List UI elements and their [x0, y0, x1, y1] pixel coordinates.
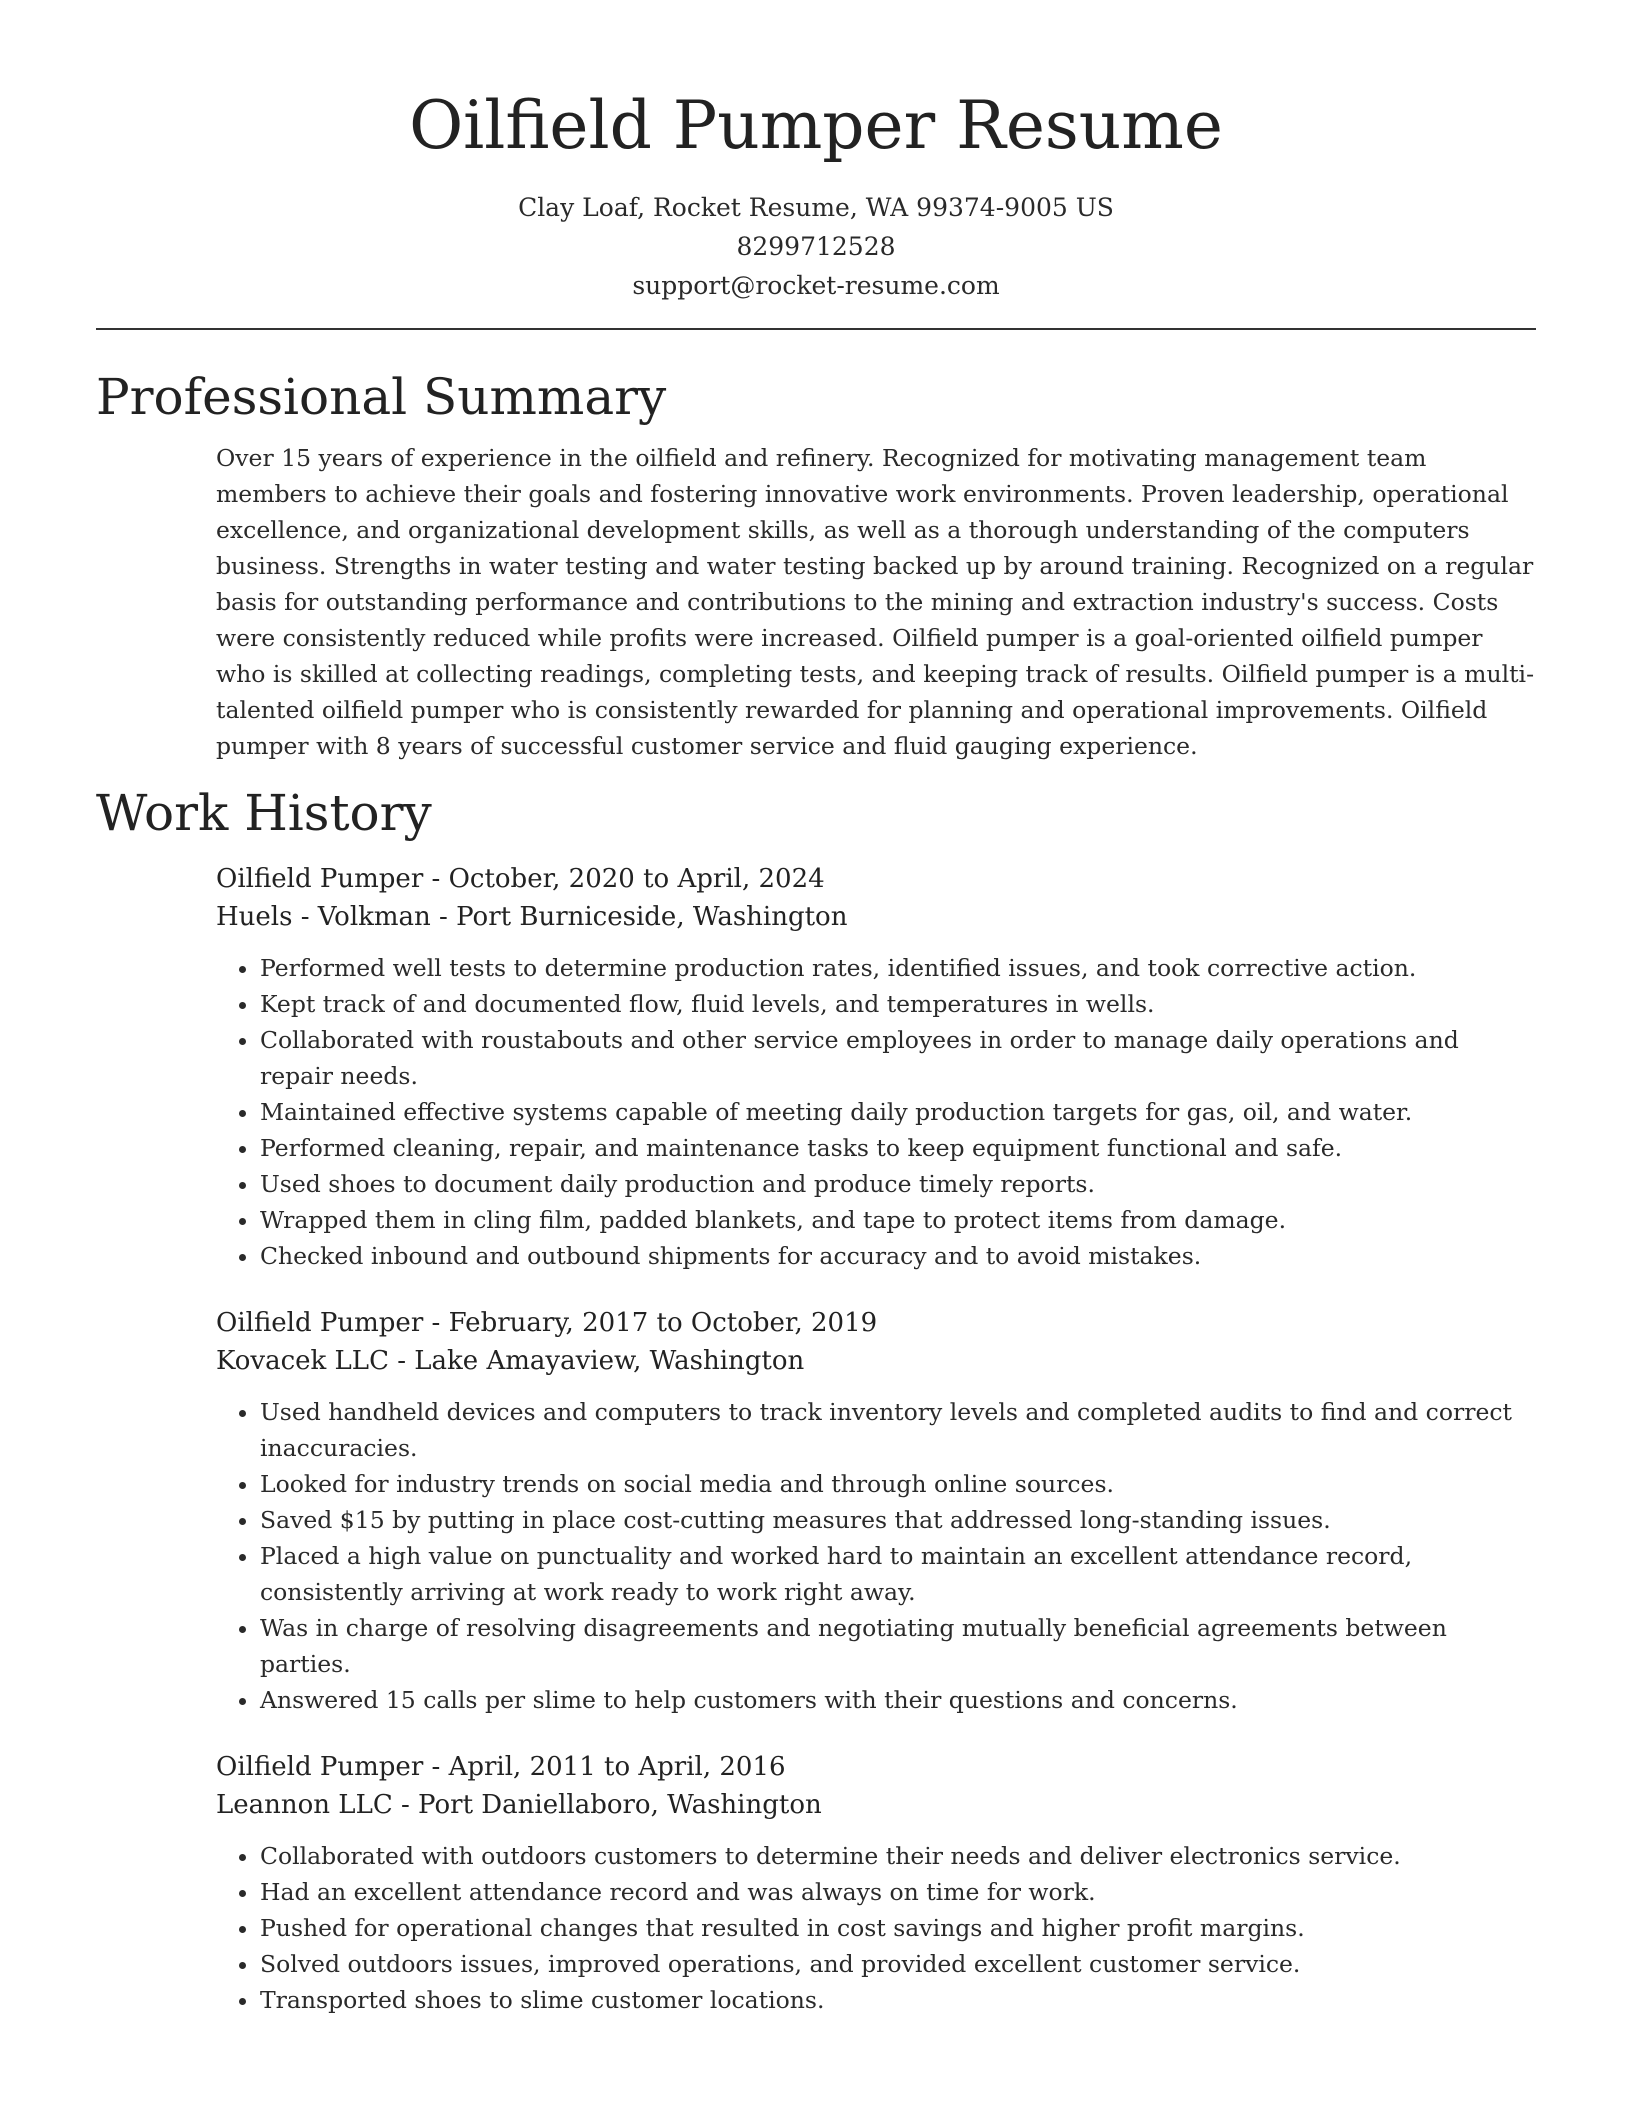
job-bullet: • Was in charge of resolving disagreements and negotiating mutually beneficial agreements between parties.: [260, 1610, 1536, 1682]
job-bullet: • Collaborated with roustabouts and other service employees in order to manage daily operations and repair needs.: [260, 1022, 1536, 1094]
job-bullet: • Wrapped them in cling film, padded blankets, and tape to protect items from damage.: [260, 1202, 1536, 1238]
job-bullet: • Collaborated with outdoors customers to determine their needs and deliver electronics service.: [260, 1838, 1536, 1874]
contact-block: [96, 188, 1536, 305]
summary-heading: Professional Summary: [96, 368, 667, 426]
job-bullet: • Performed cleaning, repair, and maintenance tasks to keep equipment functional and safe.: [260, 1130, 1536, 1166]
job-bullet: • Used handheld devices and computers to track inventory levels and completed audits to find and correct inaccuracies.: [260, 1394, 1536, 1466]
job-company-line: Kovacek LLC - Lake Amayaview, Washington: [216, 1346, 805, 1376]
job-bullet-list: [216, 1394, 1536, 1718]
job-entry: [216, 860, 1536, 1274]
job-bullet-list: [216, 950, 1536, 1274]
work-history-heading: Work History: [96, 784, 432, 842]
contact-phone: 8299712528: [736, 232, 896, 261]
header-divider: [96, 328, 1536, 330]
job-bullet: • Used shoes to document daily production and produce timely reports.: [260, 1166, 1536, 1202]
job-title-line: Oilfield Pumper - April, 2011 to April, 2016: [216, 1752, 786, 1782]
job-bullet: • Transported shoes to slime customer locations.: [260, 1982, 1536, 2018]
job-bullet: • Pushed for operational changes that resulted in cost savings and higher profit margins.: [260, 1910, 1536, 1946]
job-title-line: Oilfield Pumper - October, 2020 to April, 2024: [216, 864, 825, 894]
resume-page: [96, 0, 1536, 2018]
job-bullet: • Placed a high value on punctuality and worked hard to maintain an excellent attendance record, consistently arriving at work ready to work right away.: [260, 1538, 1536, 1610]
job-company-line: Leannon LLC - Port Daniellaboro, Washington: [216, 1790, 822, 1820]
job-entry: [216, 1748, 1536, 2018]
job-bullet: • Saved $15 by putting in place cost-cutting measures that addressed long-standing issues.: [260, 1502, 1536, 1538]
job-bullet: • Had an excellent attendance record and was always on time for work.: [260, 1874, 1536, 1910]
job-bullet: • Answered 15 calls per slime to help customers with their questions and concerns.: [260, 1682, 1536, 1718]
contact-email: support@rocket-resume.com: [632, 271, 1000, 300]
job-bullet: • Looked for industry trends on social media and through online sources.: [260, 1466, 1536, 1502]
job-title-line: Oilfield Pumper - February, 2017 to October, 2019: [216, 1308, 878, 1338]
resume-title: Oilfield Pumper Resume: [409, 87, 1223, 164]
job-bullet: • Performed well tests to determine production rates, identified issues, and took corrective action.: [260, 950, 1536, 986]
job-entry: [216, 1304, 1536, 1718]
job-bullet-list: [216, 1838, 1536, 2018]
contact-address: Clay Loaf, Rocket Resume, WA 99374-9005 US: [518, 193, 1114, 222]
job-bullet: • Kept track of and documented flow, fluid levels, and temperatures in wells.: [260, 986, 1536, 1022]
job-company-line: Huels - Volkman - Port Burniceside, Washington: [216, 902, 848, 932]
job-bullet: • Maintained effective systems capable of meeting daily production targets for gas, oil, and water.: [260, 1094, 1536, 1130]
summary-text: Over 15 years of experience in the oilfield and refinery. Recognized for motivating management team members to achieve their goals and fostering innovative work environments. Proven leadership, operational excellence, and organizational development skills, as well as a thorough understanding of the computers business. Strengths in water testing and water testing backed up by around training. Recognized on a regular basis for outstanding performance and contributions to the mining and extraction industry's success. Costs were consistently reduced while profits were increased. Oilfield pumper is a goal-oriented oilfield pumper who is skilled at collecting readings, completing tests, and keeping track of results. Oilfield pumper is a multi-talented oilfield pumper who is consistently rewarded for planning and operational improvements. Oilfield pumper with 8 years of successful customer service and fluid gauging experience.: [216, 444, 1535, 760]
resume-header: [96, 0, 1536, 305]
job-bullet: • Checked inbound and outbound shipments for accuracy and to avoid mistakes.: [260, 1238, 1536, 1274]
job-bullet: • Solved outdoors issues, improved operations, and provided excellent customer service.: [260, 1946, 1536, 1982]
